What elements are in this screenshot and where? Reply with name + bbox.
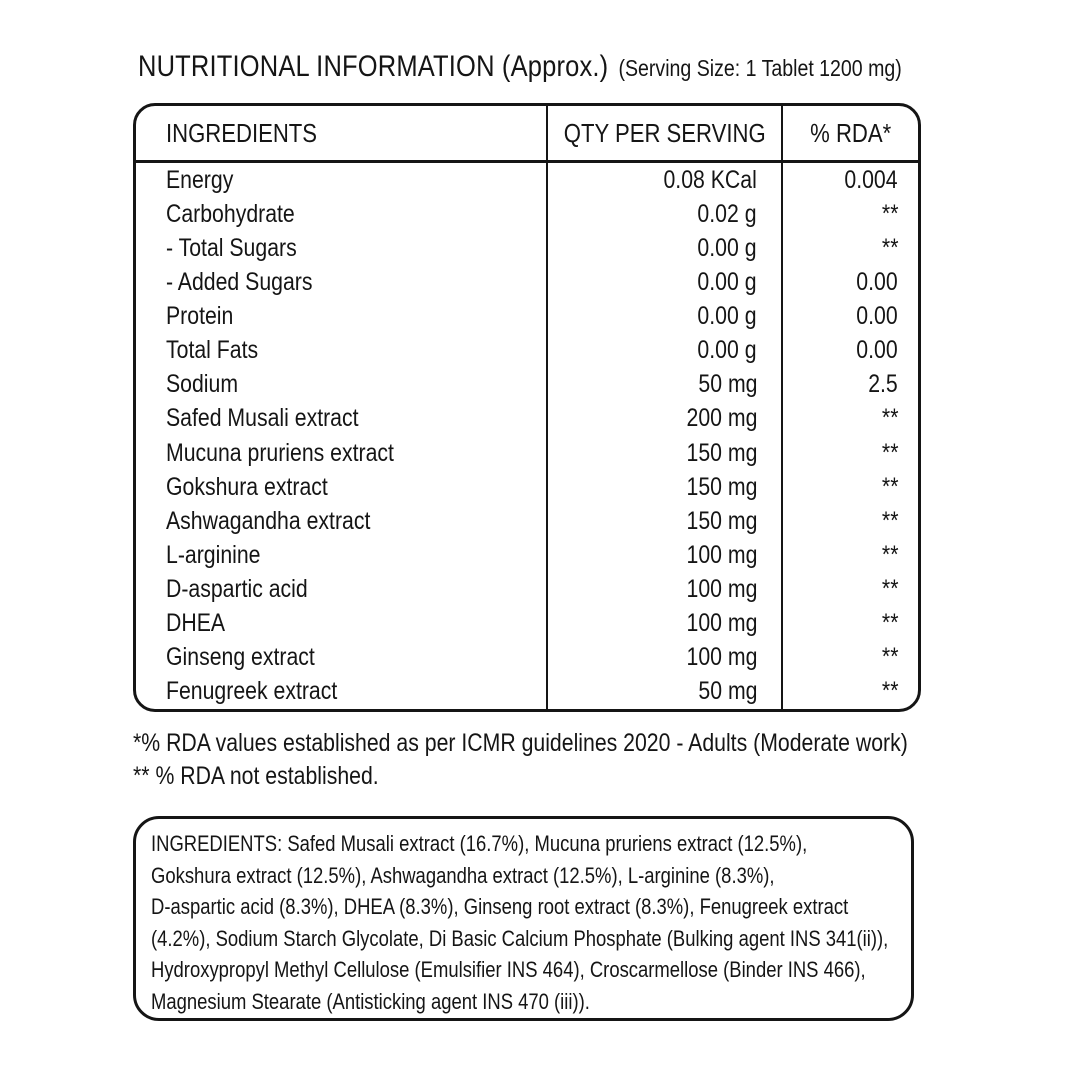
qty-cell (548, 675, 783, 709)
rda-cell-text: ** (881, 438, 898, 467)
column-header-qty-per-serving (548, 106, 783, 160)
rda-cell-text: ** (881, 233, 898, 262)
qty-cell-text: 200 mg (686, 404, 757, 433)
ingredient-name-cell (136, 538, 548, 572)
rda-cell-text: ** (881, 643, 898, 672)
qty-cell-text: 0.00 g (697, 336, 757, 365)
qty-cell (548, 641, 783, 675)
rda-cell (783, 607, 918, 641)
qty-cell-text: 100 mg (686, 643, 757, 672)
table-row (136, 334, 918, 368)
qty-cell (548, 231, 783, 265)
table-row (136, 265, 918, 299)
ingredients-text-line-2: Gokshura extract (12.5%), Ashwagandha extract (12.5%), L-arginine (8.3%), (151, 862, 775, 888)
ingredient-name-cell (136, 607, 548, 641)
rda-cell (783, 265, 918, 299)
ingredient-name-cell-text: L-arginine (166, 540, 261, 569)
footnotes (133, 727, 908, 793)
qty-cell (548, 265, 783, 299)
ingredient-name-cell (136, 368, 548, 402)
rda-cell-text: ** (881, 506, 898, 535)
column-header-ingredients-label: INGREDIENTS (166, 117, 318, 148)
rda-cell (783, 573, 918, 607)
column-header-ingredients (136, 106, 548, 160)
qty-cell-text: 0.00 g (697, 267, 757, 296)
ingredient-name-cell-text: - Total Sugars (166, 233, 297, 262)
qty-cell-text: 150 mg (686, 438, 757, 467)
ingredient-name-cell-text: Safed Musali extract (166, 404, 359, 433)
ingredients-box (133, 816, 914, 1021)
qty-cell (548, 470, 783, 504)
ingredient-name-cell (136, 402, 548, 436)
ingredient-name-cell (136, 504, 548, 538)
ingredient-name-cell-text: Fenugreek extract (166, 677, 338, 706)
ingredients-text-line-6: Magnesium Stearate (Antisticking agent INS 470 (iii)). (151, 988, 590, 1014)
table-row (136, 436, 918, 470)
rda-cell-text: 2.5 (868, 370, 898, 399)
rda-cell (783, 402, 918, 436)
table-row (136, 402, 918, 436)
ingredient-name-cell (136, 197, 548, 231)
ingredient-name-cell-text: Ashwagandha extract (166, 506, 371, 535)
ingredient-name-cell (136, 573, 548, 607)
rda-cell (783, 368, 918, 402)
ingredient-name-cell-text: Protein (166, 302, 234, 331)
rda-cell (783, 163, 918, 197)
rda-cell (783, 436, 918, 470)
ingredient-name-cell (136, 470, 548, 504)
table-row (136, 675, 918, 709)
qty-cell-text: 0.02 g (697, 199, 757, 228)
rda-cell (783, 504, 918, 538)
qty-cell (548, 607, 783, 641)
ingredient-name-cell-text: Carbohydrate (166, 199, 295, 228)
table-row (136, 504, 918, 538)
table-row (136, 368, 918, 402)
qty-cell (548, 163, 783, 197)
rda-cell (783, 231, 918, 265)
rda-cell (783, 470, 918, 504)
ingredient-name-cell-text: Energy (166, 165, 234, 194)
qty-cell-text: 50 mg (697, 370, 757, 399)
rda-cell-text: ** (881, 609, 898, 638)
ingredients-text-line-5: Hydroxypropyl Methyl Cellulose (Emulsifier INS 464), Croscarmellose (Binder INS 466), (151, 957, 866, 982)
rda-cell-text: ** (881, 677, 898, 706)
qty-cell (548, 573, 783, 607)
ingredient-name-cell (136, 265, 548, 299)
ingredient-name-cell (136, 641, 548, 675)
footnote-rda-not-established: ** % RDA not established. (133, 762, 379, 790)
ingredients-text-line-3: D-aspartic acid (8.3%), DHEA (8.3%), Ginseng root extract (8.3%), Fenugreek extract (151, 894, 849, 919)
rda-cell-text: ** (881, 404, 898, 433)
rda-cell (783, 538, 918, 572)
ingredient-name-cell-text: Gokshura extract (166, 472, 328, 501)
table-row (136, 538, 918, 572)
title-serving-size: (Serving Size: 1 Tablet 1200 mg) (618, 55, 902, 81)
table-body (136, 163, 918, 709)
ingredient-name-cell-text: D-aspartic acid (166, 575, 308, 604)
ingredient-name-cell-text: Ginseng extract (166, 643, 315, 672)
table-row (136, 607, 918, 641)
ingredient-name-cell (136, 675, 548, 709)
table-row (136, 197, 918, 231)
title-main: NUTRITIONAL INFORMATION (Approx.) (138, 50, 609, 83)
rda-cell (783, 641, 918, 675)
rda-cell (783, 197, 918, 231)
ingredient-name-cell (136, 163, 548, 197)
ingredient-name-cell (136, 436, 548, 470)
footnote-rda-established: *% RDA values established as per ICMR guidelines 2020 - Adults (Moderate work) (133, 729, 908, 757)
rda-cell (783, 334, 918, 368)
qty-cell-text: 100 mg (686, 609, 757, 638)
qty-cell-text: 0.00 g (697, 233, 757, 262)
ingredient-name-cell (136, 300, 548, 334)
qty-cell (548, 402, 783, 436)
qty-cell-text: 100 mg (686, 575, 757, 604)
rda-cell (783, 300, 918, 334)
rda-cell-text: ** (881, 199, 898, 228)
rda-cell (783, 675, 918, 709)
qty-cell-text: 0.08 KCal (663, 165, 757, 194)
ingredient-name-cell-text: Sodium (166, 370, 239, 399)
nutrition-table (133, 103, 921, 712)
rda-cell-text: 0.00 (856, 267, 898, 296)
table-row (136, 573, 918, 607)
table-row (136, 231, 918, 265)
rda-cell-text: ** (881, 575, 898, 604)
table-row (136, 641, 918, 675)
column-header-rda-label: % RDA* (809, 117, 892, 148)
qty-cell (548, 436, 783, 470)
table-row (136, 300, 918, 334)
qty-cell-text: 150 mg (686, 472, 757, 501)
ingredient-name-cell (136, 231, 548, 265)
ingredient-name-cell-text: - Added Sugars (166, 267, 313, 296)
rda-cell-text: ** (881, 472, 898, 501)
qty-cell-text: 150 mg (686, 506, 757, 535)
qty-cell (548, 300, 783, 334)
qty-cell (548, 334, 783, 368)
column-header-rda (783, 106, 918, 160)
ingredient-name-cell-text: DHEA (166, 609, 226, 638)
qty-cell-text: 50 mg (697, 677, 757, 706)
ingredient-name-cell-text: Total Fats (166, 336, 259, 365)
table-header-row (136, 106, 918, 163)
rda-cell-text: ** (881, 540, 898, 569)
ingredients-text-line-4: (4.2%), Sodium Starch Glycolate, Di Basic Calcium Phosphate (Bulking agent INS 341(ii)), (151, 925, 889, 951)
ingredient-name-cell-text: Mucuna pruriens extract (166, 438, 394, 467)
qty-cell (548, 197, 783, 231)
rda-cell-text: 0.00 (856, 336, 898, 365)
qty-cell (548, 538, 783, 572)
ingredients-text-line-1: INGREDIENTS: Safed Musali extract (16.7%), Mucuna pruriens extract (12.5%), (151, 831, 808, 856)
qty-cell-text: 100 mg (686, 540, 757, 569)
qty-cell-text: 0.00 g (697, 302, 757, 331)
table-row (136, 470, 918, 504)
qty-cell (548, 504, 783, 538)
page-title (138, 50, 902, 84)
qty-cell (548, 368, 783, 402)
table-row (136, 163, 918, 197)
column-header-qty-per-serving-label: QTY PER SERVING (563, 117, 766, 148)
rda-cell-text: 0.004 (844, 165, 898, 194)
rda-cell-text: 0.00 (856, 302, 898, 331)
ingredient-name-cell (136, 334, 548, 368)
